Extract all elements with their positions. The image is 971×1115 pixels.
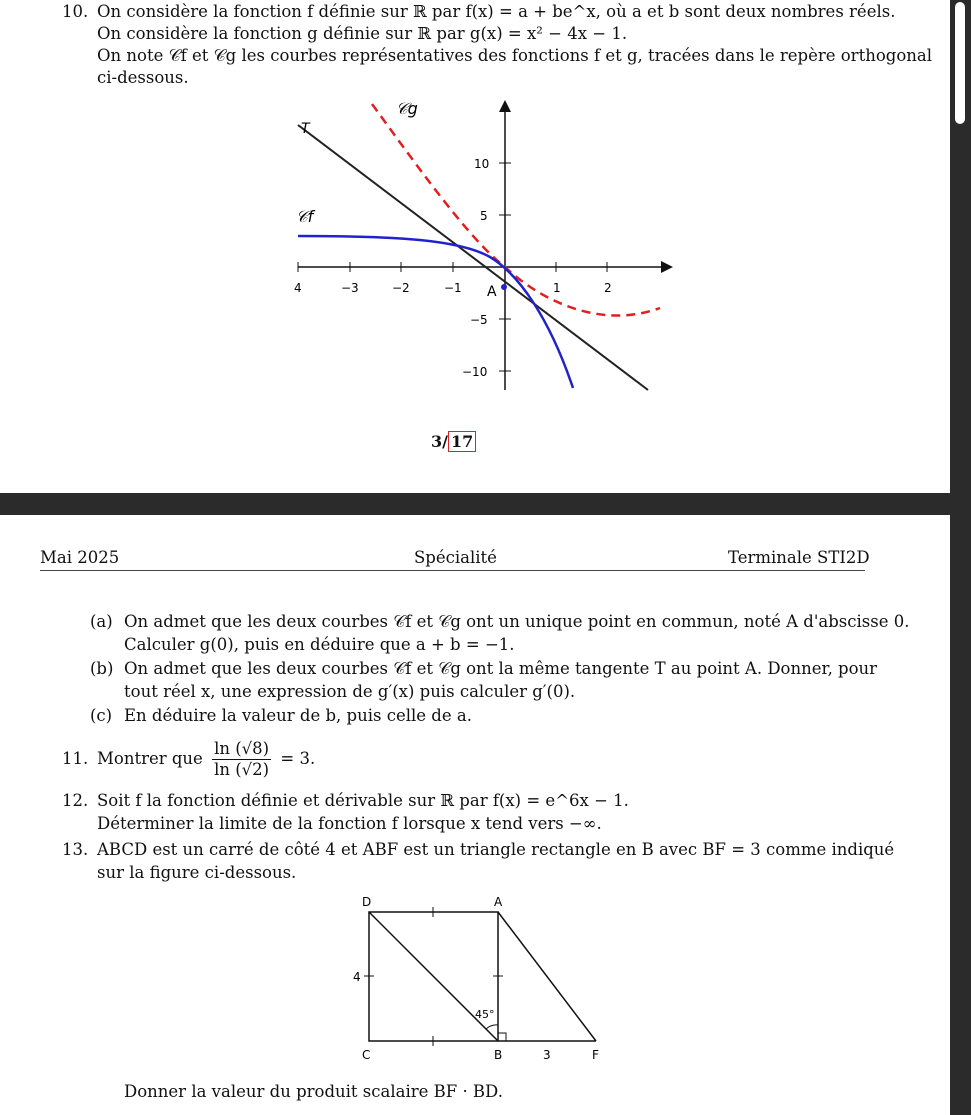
q13-question: Donner la valeur du produit scalaire BF · BD. <box>124 1082 503 1101</box>
q13-line-2: sur la figure ci-dessous. <box>97 863 297 882</box>
label-cg: 𝒞g <box>396 99 418 118</box>
y-tick: −5 <box>470 313 488 327</box>
point-A-dot <box>501 284 507 290</box>
vertex-F: F <box>592 1048 599 1062</box>
q10a-line-2: Calculer g(0), puis en déduire que a + b = −1. <box>124 635 515 654</box>
q10a-line-1: On admet que les deux courbes 𝒞f et 𝒞g ont un unique point en commun, noté A d'abscisse 0. <box>124 612 910 631</box>
header-rule <box>40 570 865 571</box>
x-tick: −2 <box>392 281 410 295</box>
q12-number: 12. <box>62 791 89 810</box>
scrollbar-thumb[interactable] <box>955 2 965 124</box>
function-graph <box>280 95 680 400</box>
q10b-line-2: tout réel x, une expression de g′(x) puis calculer g′(0). <box>124 682 576 701</box>
curve-cg <box>372 104 660 316</box>
label-cf: 𝒞f <box>296 207 314 226</box>
q10b-line-1: On admet que les deux courbes 𝒞f et 𝒞g ont la même tangente T au point A. Donner, pour <box>124 659 878 678</box>
q11-number: 11. <box>62 749 89 768</box>
q12-line-1: Soit f la fonction définie et dérivable sur ℝ par f(x) = e^6x − 1. <box>97 791 629 810</box>
vertex-B: B <box>494 1048 503 1062</box>
q12-line-2: Déterminer la limite de la fonction f lorsque x tend vers −∞. <box>97 814 602 833</box>
q10c-line-1: En déduire la valeur de b, puis celle de a. <box>124 706 472 725</box>
q10b-label: (b) <box>90 659 114 678</box>
q10c-label: (c) <box>90 706 113 725</box>
x-tick: 4 <box>294 281 302 295</box>
x-tick: 1 <box>553 281 561 295</box>
header-subject: Spécialité <box>414 548 497 567</box>
q13-number: 13. <box>62 840 89 859</box>
page-total-link[interactable]: 17 <box>448 431 476 452</box>
y-tick: 10 <box>474 157 490 171</box>
y-tick: −10 <box>462 365 488 379</box>
header-date: Mai 2025 <box>40 548 120 567</box>
label-T: T <box>301 121 310 137</box>
pdf-page-3 <box>0 0 950 493</box>
vertex-C: C <box>362 1048 371 1062</box>
label-A: A <box>487 284 497 300</box>
q11-statement: Montrer que $\frac{\ln (√8)}{\ln (√2)}$ = 3. <box>97 739 316 779</box>
q10-line-2: On considère la fonction g définie sur ℝ par g(x) = x² − 4x − 1. <box>97 24 628 43</box>
x-tick: −1 <box>444 281 462 295</box>
q10-line-4: ci-dessous. <box>97 68 189 87</box>
vertex-D: D <box>362 895 372 909</box>
bf-length-label: 3 <box>543 1048 551 1062</box>
q13-line-1: ABCD est un carré de côté 4 et ABF est un triangle rectangle en B avec BF = 3 comme indiqué <box>97 840 895 859</box>
pdf-page-4 <box>0 515 950 1115</box>
page-number: 3/ 17 <box>431 432 476 451</box>
x-tick: −3 <box>341 281 359 295</box>
header-class: Terminale STI2D <box>728 548 870 567</box>
y-tick: 5 <box>480 209 488 223</box>
square-figure <box>340 890 620 1070</box>
q11-fraction: $\frac{\ln (√8)}{\ln (√2)}$ <box>214 739 270 779</box>
q10-line-1: On considère la fonction f définie sur ℝ par f(x) = a + be^x, où a et b sont deux nombres réels. <box>97 2 896 21</box>
tangent-T <box>298 125 648 390</box>
curve-cf <box>298 236 573 388</box>
side-length-label: 4 <box>353 970 361 984</box>
q10-line-3: On note 𝒞f et 𝒞g les courbes représentatives des fonctions f et g, tracées dans le repère orthogonal <box>97 46 932 65</box>
angle-label: 45° <box>475 1008 495 1021</box>
q10a-label: (a) <box>90 612 113 631</box>
x-tick: 2 <box>604 281 612 295</box>
vertex-A: A <box>494 895 503 909</box>
q10-number: 10. <box>62 2 89 21</box>
